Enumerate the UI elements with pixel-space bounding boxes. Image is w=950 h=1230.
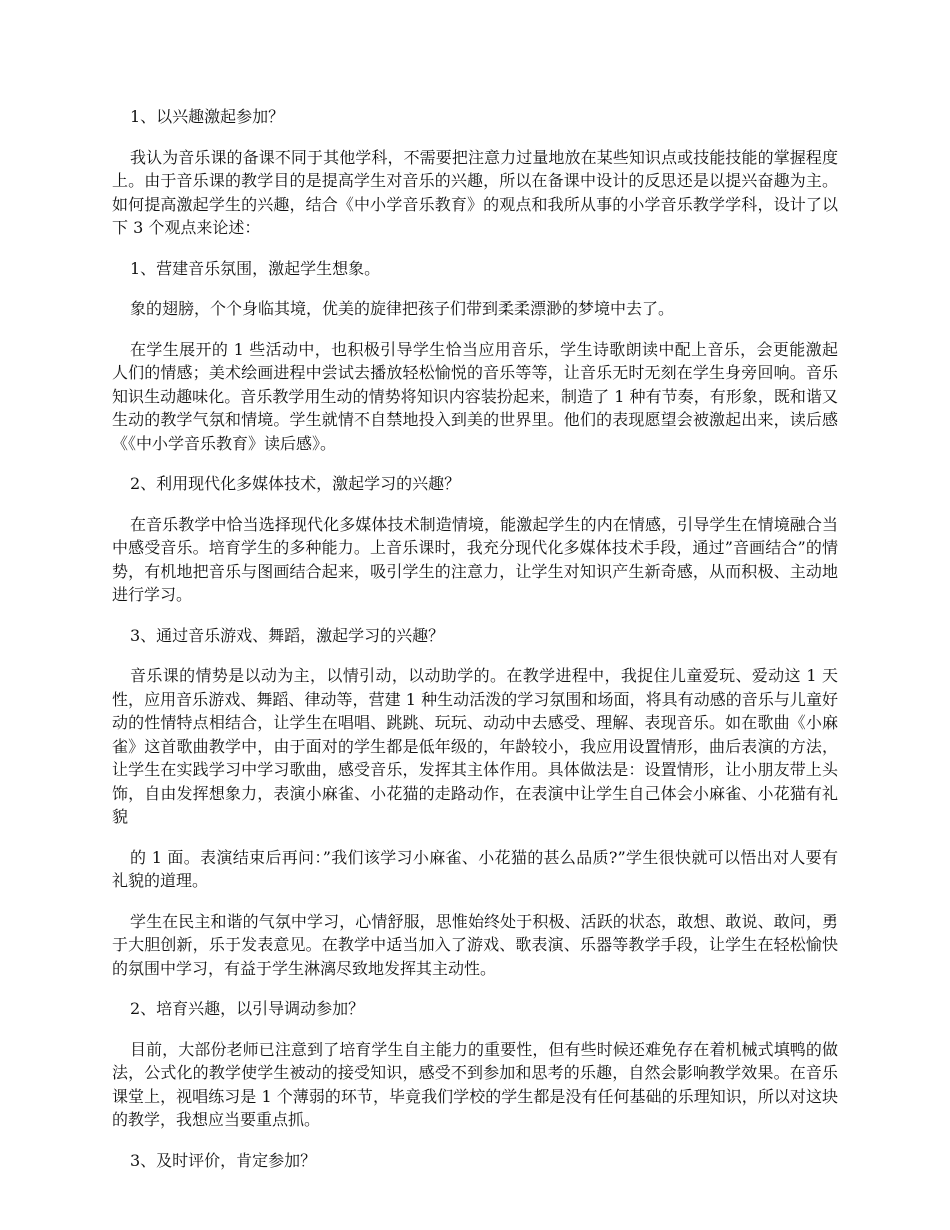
heading-interest: 1、以兴趣激起参加？ [130,107,285,126]
paragraph-games-dance: 音乐课的情势是以动为主，以情引动，以动助学的。在教学进程中，我捉住儿童爱玩、爱动这 1 天性，应用音乐游戏、舞蹈、律动等，营建 1 种生动活泼的学习氛围和场面，将具有动感的音乐与儿童好动的性情特点相结合，让学生在唱唱、跳跳、玩玩、动动中去感受、理解、表现音乐。如在歌曲《小麻雀》这首歌曲教学中，由于面对的学生都是低年级的，年龄较小，我应用设置情形，曲后表演的方法，让学生在实践学习中学习歌曲，感受音乐，发挥其主体作用。具体做法是：设置情形，让小朋友带上头饰，自由发挥想象力，表演小麻雀、小花猫的走路动作，在表演中让学生自己体会小麻雀、小花猫有礼貌 [112,666,838,826]
paragraph-multimedia: 在音乐教学中恰当选择现代化多媒体技术制造情境，能激起学生的内在情感，引导学生在情境融合当中感受音乐。培育学生的多种能力。上音乐课时，我充分现代化多媒体技术手段，通过”音画结合”的情势，有机地把音乐与图画结合起来，吸引学生的注意力，让学生对知识产生新奇感，从而积极、主动地进行学习。 [112,514,838,604]
paragraph-cultivate: 目前，大部份老师已注意到了培育学生自主能力的重要性，但有些时候还难免存在着机械式填鸭的做法，公式化的教学使学生被动的接受知识，感受不到参加和思考的乐趣，自然会影响教学效果。在音乐课堂上，视唱练习是 1 个薄弱的环节，毕竟我们学校的学生都是没有任何基础的乐理知识，所以对这块的教学，我想应当要重点抓。 [112,1039,838,1129]
subheading-multimedia: 2、利用现代化多媒体技术，激起学习的兴趣？ [130,474,461,493]
paragraph-intro: 我认为音乐课的备课不同于其他学科，不需要把注意力过量地放在某些知识点或技能技能的掌握程度上。由于音乐课的教学目的是提高学生对音乐的兴趣，所以在备课中设计的反思还是以提兴奋趣为主。如何提高激起学生的兴趣，结合《中小学音乐教育》的观点和我所从事的小学音乐教学学科，设计了以下 3 个观点来论述： [112,147,838,237]
paragraph-imagination: 象的翅膀，个个身临其境，优美的旋律把孩子们带到柔柔漂渺的梦境中去了。 [130,299,675,318]
paragraph-performance: 的 1 面。表演结束后再问：”我们该学习小麻雀、小花猫的甚么品质?”学生很快就可以悟出对人要有礼貌的道理。 [112,847,838,890]
subheading-music-atmosphere: 1、营建音乐氛围，激起学生想象。 [130,258,381,278]
heading-timely-evaluation: 3、及时评价，肯定参加？ [130,1150,317,1170]
subheading-games-dance: 3、通过音乐游戏、舞蹈，激起学习的兴趣？ [130,625,445,645]
paragraph-democratic: 学生在民主和谐的气氛中学习，心情舒服，思惟始终处于积极、活跃的状态，敢想、敢说、敢问，勇于大胆创新，乐于发表意见。在教学中适当加入了游戏、歌表演、乐器等教学手段，让学生在轻松愉快的氛围中学习，有益于学生淋漓尽致地发挥其主动性。 [112,911,838,978]
document-body [112,105,838,1189]
heading-cultivate-interest: 2、培育兴趣，以引导调动参加？ [130,999,365,1018]
paragraph-activities: 在学生展开的 1 些活动中，也积极引导学生恰当应用音乐，学生诗歌朗读中配上音乐，会更能激起人们的情感；美术绘画进程中尝试去播放轻松愉悦的音乐等等，让音乐无时无刻在学生身旁回响。音乐知识生动趣味化。音乐教学用生动的情势将知识内容装扮起来，制造了 1 种有节奏，有形象，既和谐又生动的教学气氛和情境。学生就情不自禁地投入到美的世界里。他们的表现愿望会被激起出来，读后感《《中小学音乐教育》读后感》。 [112,339,838,453]
